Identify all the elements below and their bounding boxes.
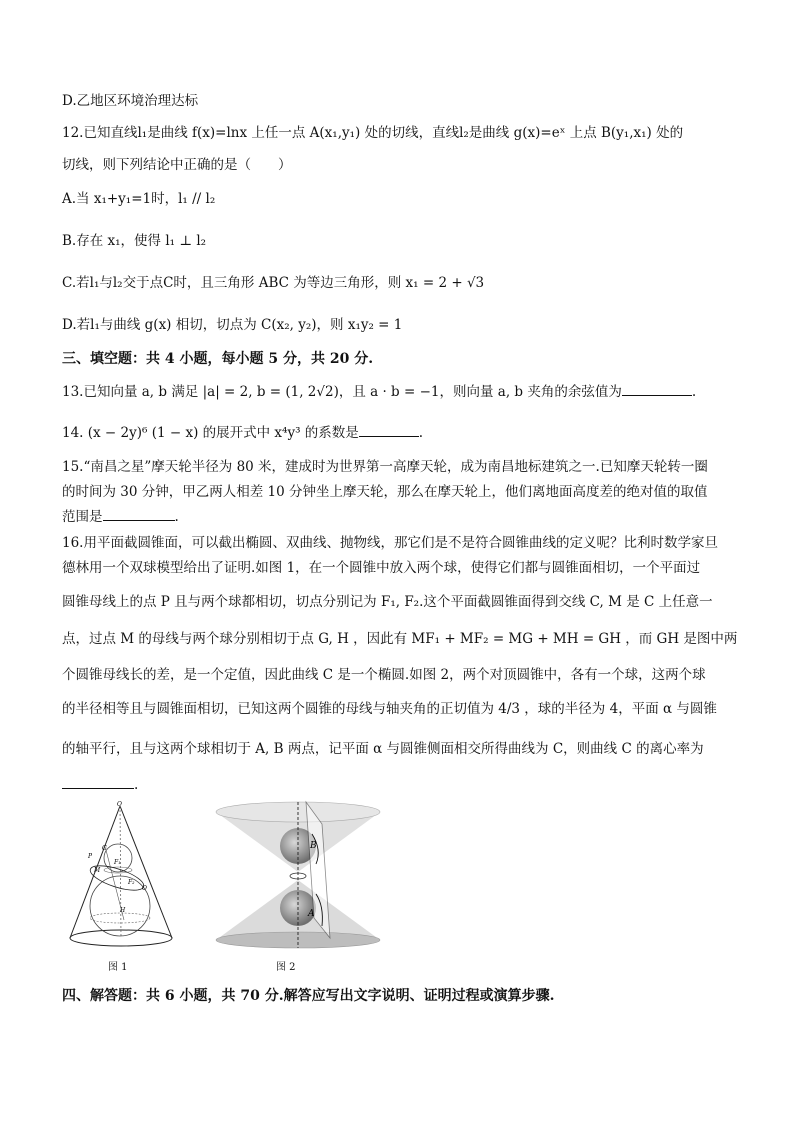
option-b-q12: B.存在 x₁，使得 l₁ ⊥ l₂	[62, 233, 207, 249]
option-c-q12: C.若l₁与l₂交于点C时，且三角形 ABC 为等边三角形，则 x₁ = 2 + √3	[62, 275, 485, 291]
answer-blank-14	[359, 436, 419, 437]
label-f1: F₁	[114, 859, 121, 866]
question-14-text: 14. (x − 2y)⁶ (1 − x) 的展开式中 x⁴y³ 的系数是	[62, 425, 359, 441]
question-12-stem: 12.已知直线l₁是曲线 f(x)=lnx 上任一点 A(x₁,y₁) 处的切线，直线l₂是曲线 g(x)=eˣ 上点 B(y₁,x₁) 处的	[62, 125, 684, 141]
question-14: 14. (x − 2y)⁶ (1 − x) 的展开式中 x⁴y³ 的系数是 .	[62, 425, 424, 441]
question-16-line5: 个圆锥母线长的差，是一个定值，因此曲线 C 是一个椭圆.如图 2，两个对顶圆锥中，各有一个球，这两个球	[62, 667, 706, 683]
question-16-line2: 德林用一个双球模型给出了证明.如图 1，在一个圆锥中放入两个球，使得它们都与圆锥面相切，一个平面过	[62, 560, 701, 576]
label-o-top: O	[117, 801, 122, 808]
question-16-line6: 的半径相等且与圆锥面相切，已知这两个圆锥的母线与轴夹角的正切值为 4/3 ，球的半径为 4，平面 α 与圆锥	[62, 701, 717, 717]
question-16-line3: 圆锥母线上的点 P 且与两个球都相切，切点分别记为 F₁, F₂.这个平面截圆锥面得到交线 C, M 是 C 上任意一	[62, 594, 713, 610]
question-12-stem-cont: 切线，则下列结论中正确的是（ ）	[62, 157, 292, 173]
figure-1-cone-diagram	[62, 800, 182, 950]
lower-sphere	[90, 876, 150, 936]
section-fill-in-heading: 三、填空题：共 4 小题，每小题 5 分，共 20 分.	[62, 351, 374, 367]
label-a: A	[308, 909, 315, 919]
question-13-text: 13.已知向量 a, b 满足 |a| = 2, b = (1, 2√2)，且 a · b = −1，则向量 a, b 夹角的余弦值为	[62, 384, 622, 400]
lower-tangent-circle	[90, 913, 150, 923]
question-15-line3: 范围是 .	[62, 509, 179, 525]
question-15-line1: 15.“南昌之星”摩天轮半径为 80 米，建成时为世界第一高摩天轮，成为南昌地标建筑之一.已知摩天轮转一圈	[62, 459, 708, 475]
answer-blank-13	[622, 395, 692, 396]
answer-blank-16	[62, 788, 134, 789]
answer-blank-15	[103, 520, 175, 521]
figure-2-caption: 图 2	[276, 962, 296, 973]
question-15-line2: 的时间为 30 分钟，甲乙两人相差 10 分钟坐上摩天轮，那么在摩天轮上，他们离地面高度差的绝对值的取值	[62, 484, 708, 500]
question-16-line8: .	[62, 776, 138, 794]
label-p: P	[88, 853, 93, 860]
option-d-q12: D.若l₁与曲线 g(x) 相切，切点为 C(x₂, y₂)，则 x₁y₂ = 1	[62, 317, 403, 333]
label-b: B	[310, 841, 317, 851]
label-o-mid: O	[142, 885, 147, 892]
section-answer-heading: 四、解答题：共 6 小题，共 70 分.解答应写出文字说明、证明过程或演算步骤.	[62, 988, 555, 1004]
question-13: 13.已知向量 a, b 满足 |a| = 2, b = (1, 2√2)，且 a · b = −1，则向量 a, b 夹角的余弦值为 .	[62, 384, 697, 400]
question-16-line1: 16.用平面截圆锥面，可以截出椭圆、双曲线、抛物线，那它们是不是符合圆锥曲线的定义呢？比利时数学家旦	[62, 535, 718, 551]
question-16-line4: 点，过点 M 的母线与两个球分别相切于点 G, H ，因此有 MF₁ + MF₂ = MG + MH = GH ，而 GH 是图中两	[62, 631, 738, 647]
label-h: H	[120, 907, 126, 914]
figure-2-double-cone-diagram	[212, 800, 384, 950]
label-f2: F₂	[128, 879, 135, 886]
figure-1-caption: 图 1	[108, 962, 128, 973]
option-d-q11: D.乙地区环境治理达标	[62, 93, 199, 109]
label-g: G	[102, 845, 107, 852]
question-16-line7: 的轴平行，且与这两个球相切于 A, B 两点，记平面 α 与圆锥侧面相交所得曲线为 C，则曲线 C 的离心率为	[62, 741, 704, 757]
question-15-text: 范围是	[62, 509, 103, 525]
label-m: M	[94, 867, 101, 874]
option-a-q12: A.当 x₁+y₁=1时，l₁ // l₂	[62, 191, 216, 207]
